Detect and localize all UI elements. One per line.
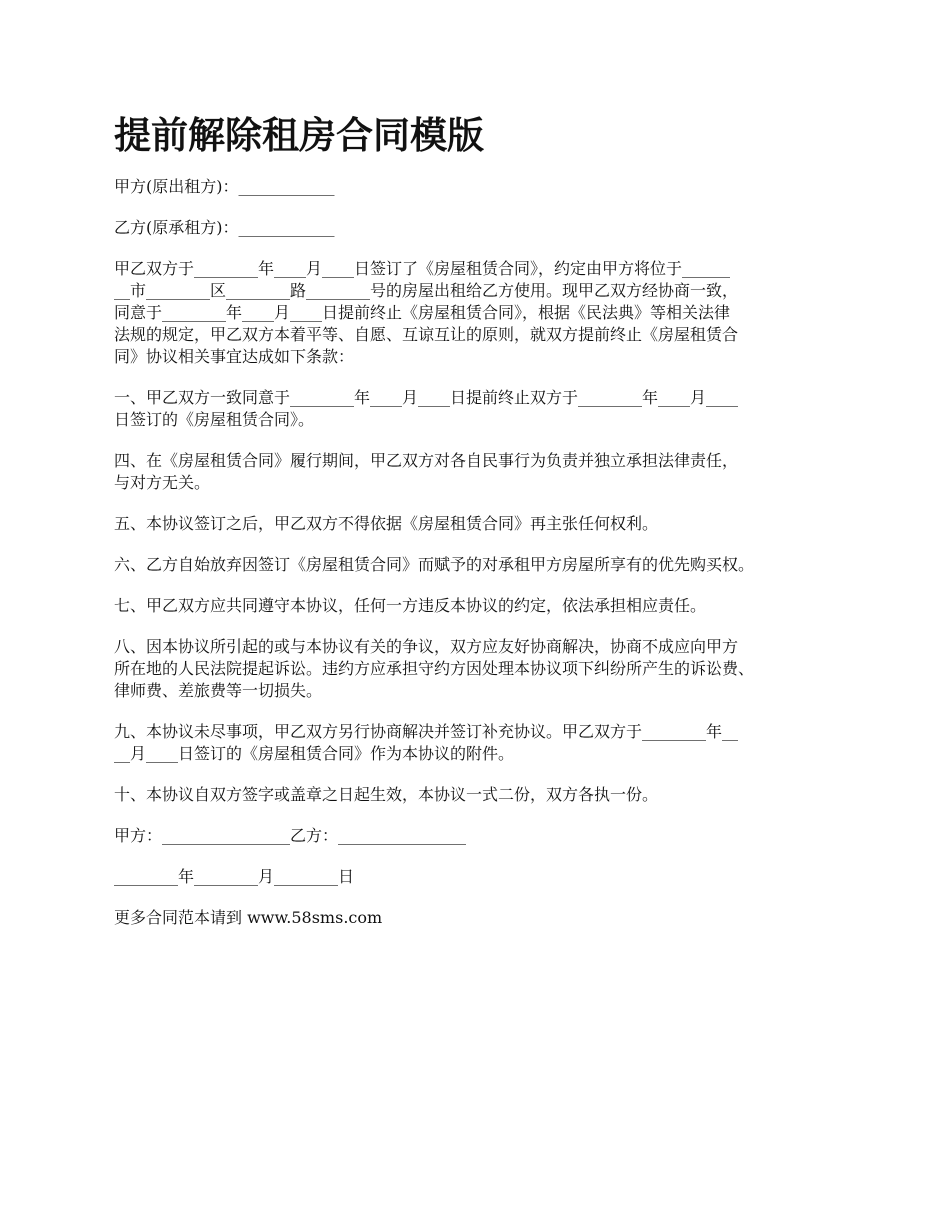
clause-line: 律师费、差旅费等一切损失。 bbox=[114, 681, 323, 700]
preamble-line: 法规的规定，甲乙双方本着平等、自愿、互谅互让的原则，就双方提前终止《房屋租赁合 bbox=[114, 325, 739, 344]
clause-line: 八、因本协议所引起的或与本协议有关的争议，双方应友好协商解决，协商不成应向甲方 bbox=[114, 637, 739, 656]
clause-7: 七、甲乙双方应共同遵守本协议，任何一方违反本协议的约定，依法承担相应责任。 bbox=[114, 596, 707, 615]
party-b-line: 乙方(原承租方)：____________ bbox=[114, 218, 335, 237]
clause-line: 四、在《房屋租赁合同》履行期间，甲乙双方对各自民事行为负责并独立承担法律责任， bbox=[114, 451, 739, 470]
signature-line: 甲方：________________乙方：________________ bbox=[114, 826, 467, 845]
clause-line: __月____日签订的《房屋租赁合同》作为本协议的附件。 bbox=[114, 744, 515, 763]
clause-line: 九、本协议未尽事项，甲乙双方另行协商解决并签订补充协议。甲乙双方于________年__ bbox=[114, 722, 739, 741]
clause-10: 十、本协议自双方签字或盖章之日起生效，本协议一式二份，双方各执一份。 bbox=[114, 785, 659, 804]
clause-4 bbox=[114, 450, 854, 494]
preamble-line: 同》协议相关事宜达成如下条款： bbox=[114, 347, 355, 366]
clause-5: 五、本协议签订之后，甲乙双方不得依据《房屋租赁合同》再主张任何权利。 bbox=[114, 514, 659, 533]
clause-6: 六、乙方自始放弃因签订《房屋租赁合同》而赋予的对承租甲方房屋所享有的优先购买权。 bbox=[114, 555, 755, 574]
date-line: ________年________月________日 bbox=[114, 867, 355, 886]
document-page bbox=[114, 112, 854, 948]
preamble-line: 甲乙双方于________年____月____日签订了《房屋租赁合同》，约定由甲方将位于______ bbox=[114, 259, 731, 278]
clause-8 bbox=[114, 636, 854, 702]
party-a-line: 甲方(原出租方)：____________ bbox=[114, 177, 335, 196]
preamble-paragraph bbox=[114, 258, 854, 368]
clause-line: 所在地的人民法院提起诉讼。违约方应承担守约方因处理本协议项下纠纷所产生的诉讼费、 bbox=[114, 659, 755, 678]
clause-1 bbox=[114, 387, 854, 431]
document-title: 提前解除租房合同模版 bbox=[114, 114, 484, 157]
preamble-line: 同意于________年____月____日提前终止《房屋租赁合同》，根据《民法典》等相关法律 bbox=[114, 303, 731, 322]
footer-link-text: 更多合同范本请到 www.58sms.com bbox=[114, 908, 383, 927]
clause-9 bbox=[114, 721, 854, 765]
preamble-line: __市________区________路________号的房屋出租给乙方使用。现甲乙双方经协商一致， bbox=[114, 281, 739, 300]
clause-line: 与对方无关。 bbox=[114, 473, 211, 492]
clause-line: 一、甲乙双方一致同意于________年____月____日提前终止双方于________年____月____ bbox=[114, 388, 739, 407]
clause-line: 日签订的《房屋租赁合同》。 bbox=[114, 410, 315, 429]
